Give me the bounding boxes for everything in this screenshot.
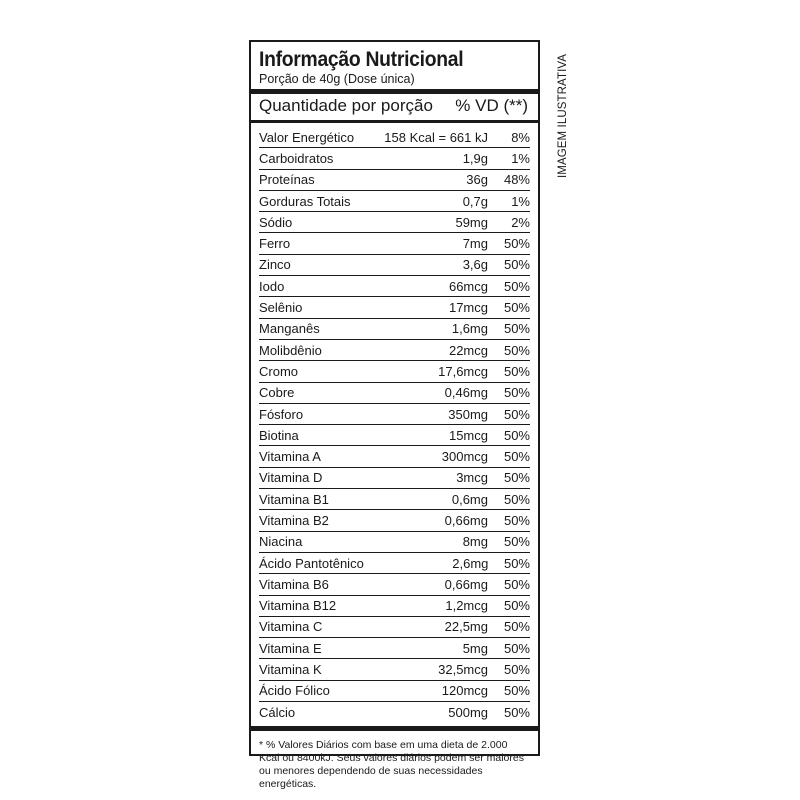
nutrient-row: [259, 510, 530, 531]
nutrient-name: Carboidratos: [259, 150, 334, 166]
nutrient-name: Selênio: [259, 300, 303, 316]
header-divider: [251, 120, 538, 123]
nutrient-amount: 17,6mcg: [438, 363, 488, 379]
nutrient-amount: 0,6mg: [451, 491, 488, 507]
nutrient-daily-value: 50%: [503, 662, 530, 678]
nutrient-row: [259, 446, 530, 467]
nutrient-amount: 36g: [466, 172, 488, 188]
nutrient-daily-value: 50%: [503, 470, 530, 486]
footnote: * % Valores Diários com base em uma dieta de 2.000 Kcal ou 8400kJ. Seus valores diários podem ser maiores ou menores dependendo de suas necessidades energéticas.: [259, 739, 524, 791]
nutrient-daily-value: 50%: [503, 598, 530, 614]
nutrient-name: Niacina: [259, 534, 303, 550]
nutrient-row: [259, 532, 530, 553]
nutrient-daily-value: 50%: [503, 640, 530, 656]
nutrient-amount: 350mg: [448, 406, 488, 422]
nutrient-name: Vitamina B1: [259, 491, 329, 507]
nutrient-name: Sódio: [259, 214, 293, 230]
nutrient-daily-value: 50%: [503, 385, 530, 401]
nutrient-name: Ferro: [259, 236, 291, 252]
nutrient-daily-value: 50%: [503, 278, 530, 294]
nutrient-amount: 1,6mg: [451, 321, 488, 337]
nutrient-name: Proteínas: [259, 172, 315, 188]
nutrient-name: Biotina: [259, 427, 299, 443]
nutrient-amount: 17mcg: [448, 300, 488, 316]
nutrient-row: [259, 553, 530, 574]
nutrient-row: [259, 340, 530, 361]
nutrient-row: [259, 233, 530, 254]
nutrient-amount: 59mg: [455, 214, 488, 230]
nutrient-row: [259, 276, 530, 297]
nutrient-daily-value: 1%: [511, 193, 530, 209]
nutrient-amount: 22mcg: [448, 342, 488, 358]
label-title: Informação Nutricional: [259, 48, 464, 71]
nutrient-daily-value: 8%: [511, 129, 530, 145]
nutrient-name: Gorduras Totais: [259, 193, 351, 209]
nutrient-amount: 0,7g: [462, 193, 488, 209]
nutrient-daily-value: 50%: [503, 619, 530, 635]
nutrient-row: [259, 191, 530, 212]
nutrient-daily-value: 50%: [503, 534, 530, 550]
nutrient-amount: 1,9g: [462, 150, 488, 166]
nutrient-name: Molibdênio: [259, 342, 322, 358]
nutrient-name: Vitamina C: [259, 619, 323, 635]
nutrient-daily-value: 50%: [503, 555, 530, 571]
nutrient-name: Vitamina D: [259, 470, 323, 486]
nutrient-amount: 15mcg: [448, 427, 488, 443]
nutrient-row: [259, 574, 530, 595]
column-header: [259, 94, 530, 118]
nutrient-row: [259, 127, 530, 148]
nutrient-row: [259, 383, 530, 404]
nutrient-name: Valor Energético: [259, 129, 355, 145]
nutrient-daily-value: 50%: [503, 704, 530, 720]
nutrient-name: Cálcio: [259, 704, 296, 720]
nutrient-name: Iodo: [259, 278, 285, 294]
nutrient-daily-value: 50%: [503, 236, 530, 252]
nutrient-amount: 22,5mg: [444, 619, 488, 635]
nutrient-name: Vitamina A: [259, 449, 321, 465]
nutrient-amount: 8mg: [462, 534, 488, 550]
nutrient-amount: 5mg: [462, 640, 488, 656]
nutrient-row: [259, 319, 530, 340]
nutrient-amount: 7mg: [462, 236, 488, 252]
nutrient-row: [259, 638, 530, 659]
nutrient-name: Fósforo: [259, 406, 304, 422]
nutrient-daily-value: 50%: [503, 491, 530, 507]
nutrient-row: [259, 617, 530, 638]
nutrient-name: Vitamina K: [259, 662, 322, 678]
nutrient-daily-value: 50%: [503, 427, 530, 443]
nutrient-name: Vitamina B6: [259, 576, 329, 592]
nutrient-amount: 0,46mg: [444, 385, 488, 401]
nutrient-row: [259, 489, 530, 510]
nutrient-daily-value: 50%: [503, 576, 530, 592]
nutrient-name: Cromo: [259, 363, 299, 379]
nutrient-row: [259, 212, 530, 233]
nutrient-row: [259, 148, 530, 169]
nutrient-daily-value: 1%: [511, 150, 530, 166]
nutrient-amount: 158 Kcal = 661 kJ: [384, 129, 488, 145]
nutrient-row: [259, 404, 530, 425]
nutrient-daily-value: 50%: [503, 683, 530, 699]
nutrient-name: Manganês: [259, 321, 320, 337]
nutrient-table: [259, 127, 530, 722]
nutrient-name: Vitamina E: [259, 640, 322, 656]
nutrient-daily-value: 2%: [511, 214, 530, 230]
nutrient-row: [259, 425, 530, 446]
nutrient-daily-value: 50%: [503, 321, 530, 337]
nutrient-amount: 3,6g: [462, 257, 488, 273]
nutrient-daily-value: 50%: [503, 406, 530, 422]
nutrient-name: Vitamina B2: [259, 512, 329, 528]
nutrient-amount: 66mcg: [448, 278, 488, 294]
nutrient-amount: 3mcg: [456, 470, 488, 486]
nutrient-name: Zinco: [259, 257, 291, 273]
nutrient-amount: 300mcg: [441, 449, 488, 465]
nutrient-amount: 1,2mcg: [445, 598, 488, 614]
nutrient-row: [259, 297, 530, 318]
portion-size: Porção de 40g (Dose única): [259, 72, 415, 86]
nutrient-daily-value: 50%: [503, 300, 530, 316]
nutrient-amount: 0,66mg: [444, 576, 488, 592]
nutrient-name: Cobre: [259, 385, 295, 401]
nutrient-amount: 2,6mg: [452, 555, 489, 571]
nutrient-row: [259, 681, 530, 702]
nutrient-amount: 120mcg: [441, 683, 488, 699]
nutrient-amount: 0,66mg: [444, 512, 488, 528]
nutrient-row: [259, 702, 530, 722]
nutrient-name: Vitamina B12: [259, 598, 337, 614]
nutrient-daily-value: 50%: [503, 342, 530, 358]
nutrient-name: Ácido Fólico: [259, 683, 330, 699]
nutrient-row: [259, 468, 530, 489]
nutrient-daily-value: 48%: [503, 172, 530, 188]
quantity-per-portion-heading: Quantidade por porção: [259, 96, 433, 115]
nutrient-daily-value: 50%: [503, 512, 530, 528]
daily-value-heading: % VD (**): [455, 96, 528, 115]
nutrition-facts-label: [249, 40, 540, 791]
nutrient-row: [259, 170, 530, 191]
nutrient-daily-value: 50%: [503, 257, 530, 273]
nutrient-name: Ácido Pantotênico: [259, 555, 364, 571]
illustrative-image-notice: IMAGEM ILUSTRATIVA: [557, 53, 569, 178]
nutrient-daily-value: 50%: [503, 449, 530, 465]
bottom-divider: [251, 726, 538, 731]
nutrient-row: [259, 659, 530, 680]
nutrient-row: [259, 596, 530, 617]
nutrient-daily-value: 50%: [503, 363, 530, 379]
nutrient-amount: 32,5mcg: [438, 662, 488, 678]
nutrient-amount: 500mg: [448, 704, 488, 720]
nutrient-row: [259, 255, 530, 276]
nutrient-row: [259, 361, 530, 382]
